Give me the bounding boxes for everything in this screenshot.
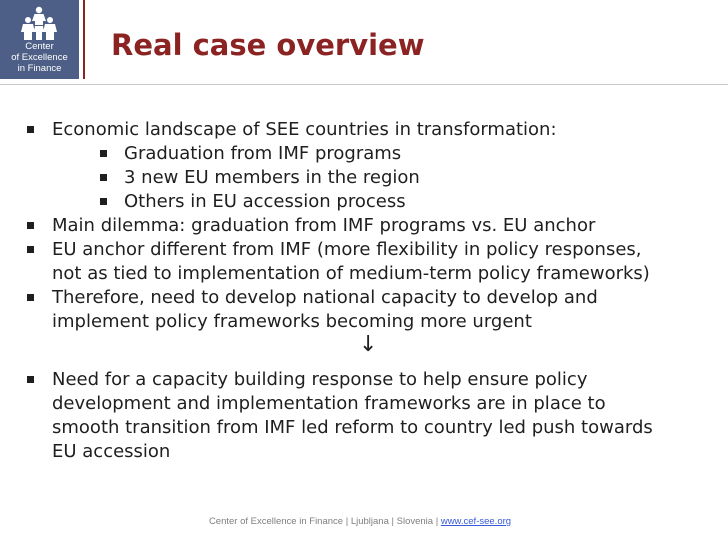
bullet-text-line: Need for a capacity building response to help ensure policy xyxy=(52,369,588,390)
bullet-text-line: development and implementation frameworks are in place to xyxy=(52,393,606,414)
header-rule xyxy=(0,84,728,85)
bullet-square-icon xyxy=(100,150,107,157)
footer-separator: | xyxy=(435,516,439,527)
logo-line-3: in Finance xyxy=(17,63,62,74)
bullet-square-icon xyxy=(27,246,34,253)
sub-bullet-text: 3 new EU members in the region xyxy=(124,167,420,188)
footer-org: Center of Excellence in Finance xyxy=(208,516,344,527)
bullet-text-line: EU accession xyxy=(52,441,171,462)
sub-bullet-item xyxy=(0,166,728,190)
bullet-item xyxy=(0,214,728,238)
bullet-text: Main dilemma: graduation from IMF programs vs. EU anchor xyxy=(52,215,596,236)
bullet-square-icon xyxy=(27,222,34,229)
logo-line-2: of Excellence xyxy=(11,52,68,63)
bullet-item xyxy=(0,238,728,286)
sub-bullet-item xyxy=(0,142,728,166)
sub-bullet-item xyxy=(0,190,728,214)
footer-website-link[interactable]: www.cef-see.org xyxy=(440,516,512,527)
bullet-item xyxy=(0,286,728,334)
footer-separator: | xyxy=(391,516,394,527)
down-arrow-icon: ↓ xyxy=(359,332,378,357)
bullet-text-line: EU anchor different from IMF (more flexibility in policy responses, xyxy=(52,239,642,260)
bullet-text-line: smooth transition from IMF led reform to country led push towards xyxy=(52,417,653,438)
footer-city: Ljubljana xyxy=(350,516,389,527)
bullet-square-icon xyxy=(27,126,34,133)
bullet-item xyxy=(0,368,728,464)
sub-bullet-text: Others in EU accession process xyxy=(124,191,406,212)
bullet-text-line: Therefore, need to develop national capacity to develop and xyxy=(52,287,598,308)
logo xyxy=(0,0,79,79)
title-divider xyxy=(83,0,85,79)
footer xyxy=(0,516,728,527)
footer-separator: | xyxy=(345,516,349,527)
bullet-list xyxy=(0,118,728,464)
bullet-text: Economic landscape of SEE countries in transformation: xyxy=(52,119,557,140)
sub-bullet-text: Graduation from IMF programs xyxy=(124,143,402,164)
bullet-text-line: implement policy frameworks becoming more urgent xyxy=(52,311,532,332)
bullet-square-icon xyxy=(100,174,107,181)
bullet-square-icon xyxy=(100,198,107,205)
people-group-icon xyxy=(19,6,59,42)
logo-line-1: Center xyxy=(25,41,54,52)
slide-title: Real case overview xyxy=(111,28,425,62)
footer-country: Slovenia xyxy=(396,516,434,527)
bullet-item xyxy=(0,118,728,142)
bullet-square-icon xyxy=(27,294,34,301)
logo-text xyxy=(0,41,79,74)
bullet-square-icon xyxy=(27,376,34,383)
bullet-text-line: not as tied to implementation of medium-term policy frameworks) xyxy=(52,263,650,284)
